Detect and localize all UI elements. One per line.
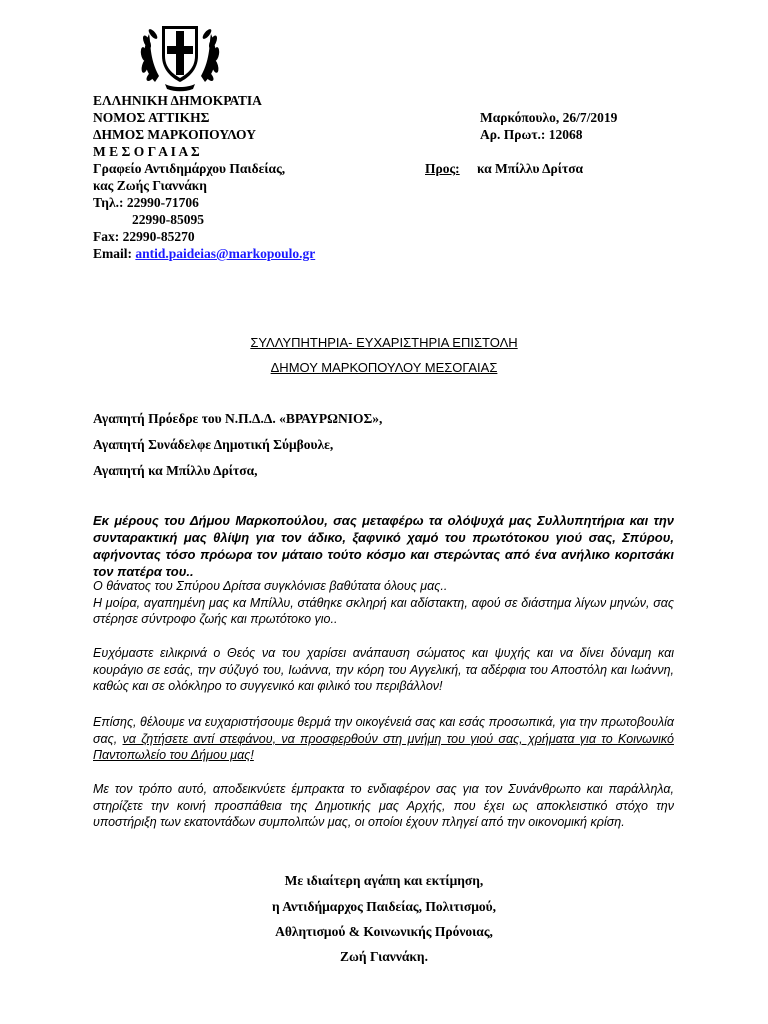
recipient-row <box>425 160 583 177</box>
signature-title-1: η Αντιδήμαρχος Παιδείας, Πολιτισμού, <box>271 899 496 914</box>
header-fax: Fax: 22990-85270 <box>93 229 195 244</box>
greeting-1: Αγαπητή Πρόεδρε του Ν.Π.Δ.Δ. «ΒΡΑΥΡΩΝΙΟΣ», <box>93 411 383 426</box>
header-phone: Τηλ.: 22990-71706 <box>93 195 199 210</box>
paragraph-wishes: Ευχόμαστε ειλικρινά ο Θεός να του χαρίσει ανάπαυση σώματος και ψυχής και να δίνει δύναμη και κουράγιο σε εσάς, την σύζυγό του, Ιωάννα, την κόρη του Αγγελική, τα αδέρφια του Αποστόλη και Ιωάννη, καθώς και σε ολόκληρο το συγγενικό και φιλικό του περιβάλλον! <box>93 646 674 694</box>
place-date: Μαρκόπουλο, 26/7/2019 <box>480 110 618 125</box>
paragraph-support: Με τον τρόπο αυτό, αποδεικνύετε έμπρακτα το ενδιαφέρον σας για τον Συνάνθρωπο και παράλληλα, στηρίζετε την κοινή προσπάθεια της Δημοτικής μας Αρχής, που έχει ως αποκλειστικό στόχο την υποστήριξη των εκατοντάδων συμπολιτών μας, οι οποίοι έχουν πληγεί από την οικονομική κρίση. <box>93 782 674 830</box>
recipient-label: Προς: <box>425 161 460 176</box>
header-prefecture: ΝΟΜΟΣ ΑΤΤΙΚΗΣ <box>93 110 210 125</box>
paragraph-thanks-underlined: να ζητήσετε αντί στεφάνου, να προσφερθούν στη μνήμη του γιού σας, χρήματα για το Κοινωνικό Παντοπωλείο του Δήμου μας! <box>93 731 674 763</box>
header-municipality: ΔΗΜΟΣ ΜΑΡΚΟΠΟΥΛΟΥ <box>93 127 256 142</box>
greeting-2: Αγαπητή Συνάδελφε Δημοτική Σύμβουλε, <box>93 437 334 452</box>
header-office: Γραφείο Αντιδημάρχου Παιδείας, <box>93 161 286 176</box>
header-email-row <box>93 245 315 262</box>
signature-title-2: Αθλητισμού & Κοινωνικής Πρόνοιας, <box>275 924 493 939</box>
header-country: ΕΛΛΗΝΙΚΗ ΔΗΜΟΚΡΑΤΙΑ <box>93 93 262 108</box>
paragraph-thanks <box>93 714 674 764</box>
recipient-name: κα Μπίλλυ Δρίτσα <box>477 161 584 176</box>
header-region: Μ Ε Σ Ο Γ Α Ι Α Σ <box>93 144 200 159</box>
greek-coat-of-arms-icon <box>135 12 225 92</box>
letter-title-line2: ΔΗΜΟΥ ΜΑΡΚΟΠΟΥΛΟΥ ΜΕΣΟΓΑΙΑΣ <box>270 360 498 375</box>
signature-closing: Με ιδιαίτερη αγάπη και εκτίμηση, <box>284 873 484 888</box>
letter-title-line1: ΣΥΛΛΥΠΗΤΗΡΙΑ- ΕΥΧΑΡΙΣΤΗΡΙΑ ΕΠΙΣΤΟΛΗ <box>250 335 518 350</box>
paragraph-thanks-text: Επίσης, θέλουμε να ευχαριστήσουμε θερμά την οικογένειά σας και εσάς προσωπικά, για την πρωτοβουλία σας, <box>93 715 674 746</box>
signature-name: Ζωή Γιαννάκη. <box>340 949 428 964</box>
paragraph-condolences-bold: Εκ μέρους του Δήμου Μαρκοπούλου, σας μεταφέρω τα ολόψυχά μας Συλλυπητήρια και την συνταρακτική μας θλίψη για τον άδικο, ξαφνικό χαμό του πρωτότοκου γιού σας, Σπύρου, αφήνοντας τόσο πρόωρα τον μάταιο τούτο κόσμο και στερώντας από ένα ανήλικο κοριτσάκι τον πατέρα του.. <box>93 513 674 579</box>
protocol-number: Αρ. Πρωτ.: 12068 <box>480 127 583 142</box>
header-phone-2: 22990-85095 <box>132 212 204 227</box>
email-link[interactable]: antid.paideias@markopoulo.gr <box>135 246 316 261</box>
greeting-3: Αγαπητή κα Μπίλλυ Δρίτσα, <box>93 463 258 478</box>
paragraph-condolences: Ο θάνατος του Σπύρου Δρίτσα συγκλόνισε βαθύτατα όλους μας.. Η μοίρα, αγαπημένη μας κα Μπίλλυ, στάθηκε σκληρή και αδίστακτη, αφού σε διάστημα λίγων μηνών, σας στέρησε σύντροφο ζωής και πρωτότοκο γιο.. <box>93 579 674 627</box>
header-office-holder: κας Ζωής Γιαννάκη <box>93 178 207 193</box>
email-label: Email: <box>93 246 132 261</box>
